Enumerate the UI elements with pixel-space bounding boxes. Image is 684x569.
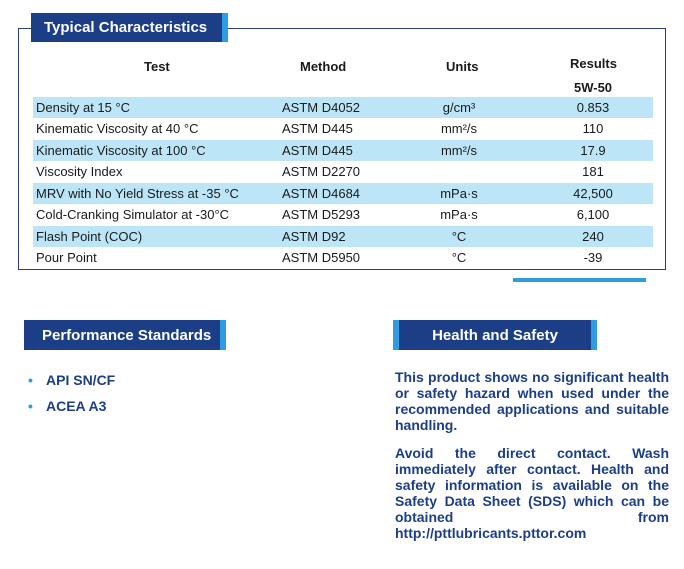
cell-test: Density at 15 °C (36, 100, 131, 115)
cell-method: ASTM D445 (282, 143, 353, 158)
cell-method: ASTM D92 (282, 229, 346, 244)
typical-characteristics-header (31, 13, 228, 42)
cell-result: 181 (582, 164, 604, 179)
list-item (28, 372, 115, 388)
header-accent (591, 320, 597, 350)
col-header-units: Units (446, 59, 479, 74)
list-item-label: ACEA A3 (46, 398, 107, 414)
frame-bottom-accent (513, 278, 646, 282)
cell-result: -39 (583, 250, 603, 265)
health-safety-title: Health and Safety (432, 326, 558, 344)
health-paragraph: Avoid the direct contact. Wash immediately after contact. Health and safety information is available on the Safety Data Sheet (SDS) which can be obtained from http://pttlubricants.pttor.com (395, 445, 669, 541)
col-header-results: Results (570, 56, 617, 71)
cell-method: ASTM D4052 (282, 100, 361, 115)
cell-test: Kinematic Viscosity at 40 °C (36, 121, 199, 136)
table-row (33, 183, 653, 204)
col-header-grade: 5W-50 (574, 80, 613, 95)
table-row (33, 204, 653, 225)
cell-method: ASTM D445 (282, 121, 353, 136)
health-paragraph: This product shows no significant health or safety hazard when used under the recommended applications and suitable handling. (395, 369, 669, 433)
cell-test: Kinematic Viscosity at 100 °C (36, 143, 206, 158)
table-row (33, 161, 653, 182)
cell-test: MRV with No Yield Stress at -35 °C (36, 186, 239, 201)
bullet-icon: • (28, 372, 33, 388)
table-row (33, 118, 653, 139)
table-row (33, 247, 653, 268)
list-item-label: API SN/CF (46, 372, 116, 388)
cell-test: Viscosity Index (36, 164, 123, 179)
header-accent (222, 13, 228, 42)
cell-units: °C (451, 229, 467, 244)
cell-result: 17.9 (580, 143, 606, 158)
cell-units: mm²/s (440, 143, 478, 158)
health-safety-header (393, 320, 597, 350)
cell-test: Pour Point (36, 250, 97, 265)
cell-method: ASTM D4684 (282, 186, 361, 201)
cell-test: Cold-Cranking Simulator at -30°C (36, 207, 230, 222)
cell-result: 240 (582, 229, 604, 244)
header-accent (393, 320, 399, 350)
cell-method: ASTM D5293 (282, 207, 361, 222)
cell-units: g/cm³ (442, 100, 476, 115)
typical-characteristics-title: Typical Characteristics (44, 19, 208, 36)
cell-test: Flash Point (COC) (36, 229, 143, 244)
table-row (33, 140, 653, 161)
bullet-icon: • (28, 398, 33, 414)
cell-result: 0.853 (576, 100, 610, 115)
cell-result: 110 (582, 121, 604, 136)
cell-result: 6,100 (576, 207, 610, 222)
col-header-test: Test (144, 59, 170, 74)
cell-units: °C (451, 250, 467, 265)
cell-units: mm²/s (440, 121, 478, 136)
header-accent (220, 320, 226, 350)
cell-units: mPa·s (440, 186, 478, 201)
cell-result: 42,500 (573, 186, 613, 201)
cell-method: ASTM D5950 (282, 250, 361, 265)
cell-units: mPa·s (440, 207, 478, 222)
table-row (33, 97, 653, 118)
list-item (28, 398, 106, 414)
performance-standards-header (24, 320, 226, 350)
performance-standards-title: Performance Standards (42, 326, 212, 344)
cell-method: ASTM D2270 (282, 164, 361, 179)
table-row (33, 226, 653, 247)
col-header-method: Method (300, 59, 347, 74)
